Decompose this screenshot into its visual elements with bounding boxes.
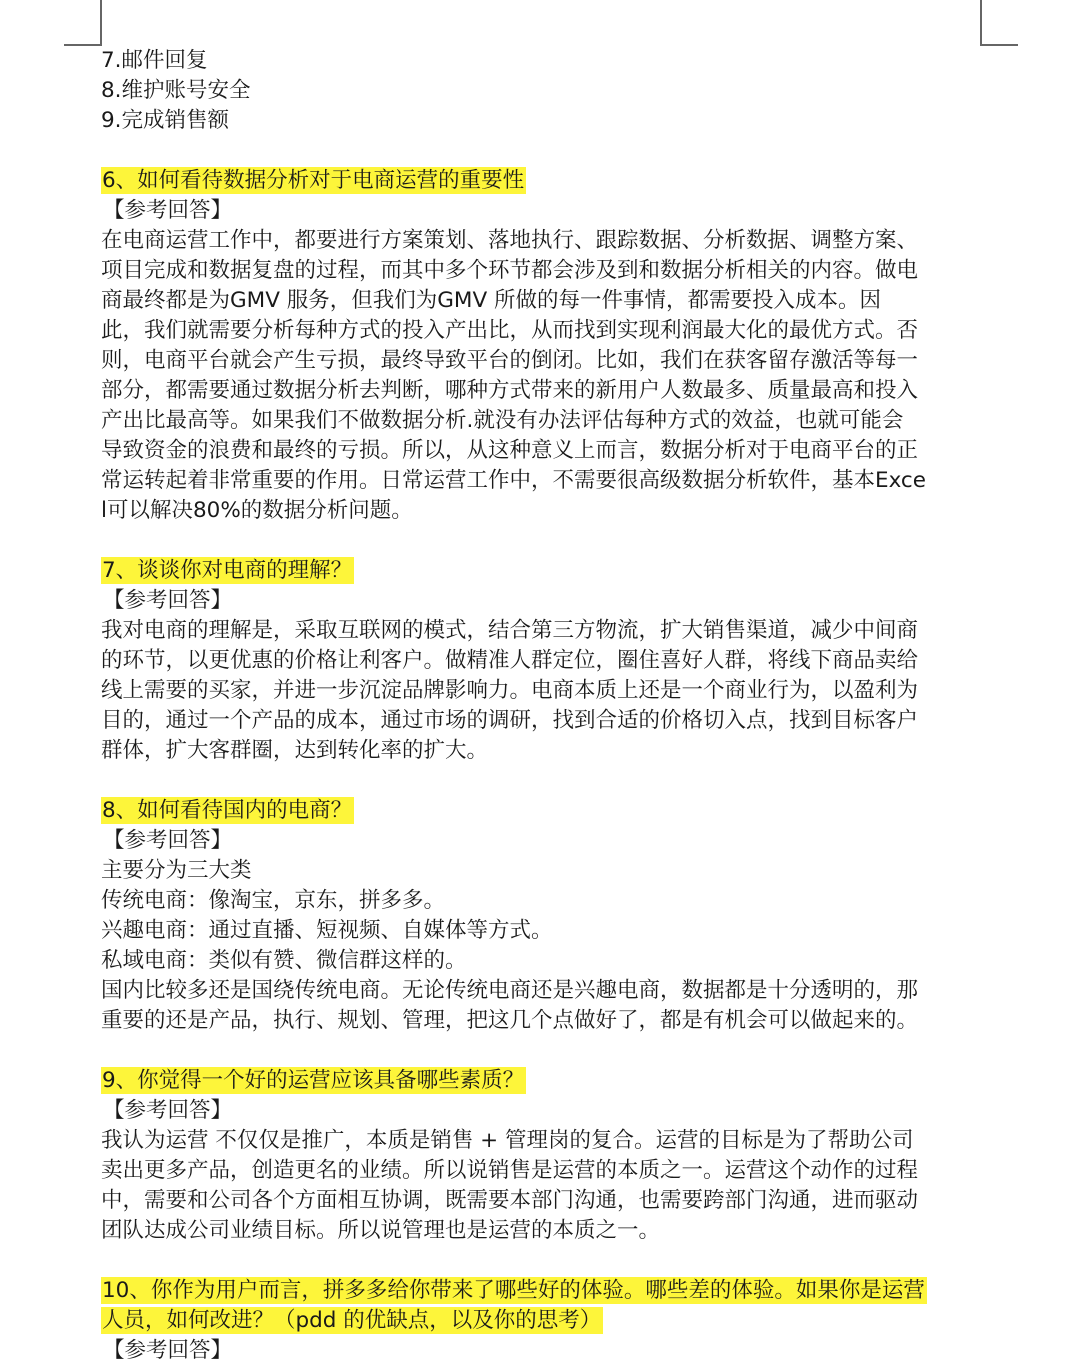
answer-line: 中，需要和公司各个方面相互协调，既需要本部门沟通，也需要跨部门沟通，进而驱动 (101, 1188, 919, 1213)
reference-answer-label: 【参考回答】 (103, 198, 233, 223)
top-list (101, 46, 981, 136)
answer-line: 团队达成公司业绩目标。所以说管理也是运营的本质之一。 (101, 1218, 661, 1243)
reference-answer-label: 【参考回答】 (103, 588, 233, 613)
section-q7 (101, 556, 981, 766)
answer-line: 的环节，以更优惠的价格让利客户。做精准人群定位，圈住喜好人群，将线下商品卖给 (101, 648, 919, 673)
section-q10 (101, 1276, 981, 1366)
answer-line: 在电商运营工作中，都要进行方案策划、落地执行、跟踪数据、分析数据、调整方案、 (101, 228, 919, 253)
reference-answer-label: 【参考回答】 (103, 828, 233, 853)
answer-line: 导致资金的浪费和最终的亏损。所以，从这种意义上而言，数据分析对于电商平台的正 (101, 438, 919, 463)
answer-line: 私域电商：类似有赞、微信群这样的。 (101, 948, 467, 973)
answer-line: 部分，都需要通过数据分析去判断，哪种方式带来的新用户人数最多、质量最高和投入 (101, 378, 919, 403)
answer-line: 重要的还是产品，执行、规划、管理，把这几个点做好了，都是有机会可以做起来的。 (101, 1008, 919, 1033)
answer-line: 商最终都是为GMV 服务，但我们为GMV 所做的每一件事情，都需要投入成本。因 (101, 288, 882, 313)
answer-line: 线上需要的买家，并进一步沉淀品牌影响力。电商本质上还是一个商业行为，以盈利为 (101, 678, 919, 703)
section-q6 (101, 166, 981, 526)
answer-line: 常运转起着非常重要的作用。日常运营工作中，不需要很高级数据分析软件，基本Exce (101, 468, 926, 493)
answer-line: l可以解决80%的数据分析问题。 (101, 498, 413, 523)
list-item: 9.完成销售额 (101, 108, 230, 133)
section-q8 (101, 796, 981, 1036)
question-heading: 6、如何看待数据分析对于电商运营的重要性 (102, 168, 525, 193)
answer-line: 项目完成和数据复盘的过程，而其中多个环节都会涉及到和数据分析相关的内容。做电 (101, 258, 919, 283)
section-q9 (101, 1066, 981, 1246)
answer-line: 主要分为三大类 (101, 858, 252, 883)
page-corner-mark-left (64, 0, 102, 46)
answer-line: 产出比最高等。如果我们不做数据分析.就没有办法评估每种方式的效益，也就可能会 (101, 408, 904, 433)
answer-line: 此，我们就需要分析每种方式的投入产出比，从而找到实现利润最大化的最优方式。否 (101, 318, 919, 343)
list-item: 7.邮件回复 (101, 48, 208, 73)
list-item: 8.维护账号安全 (101, 78, 251, 103)
document-body (101, 46, 981, 1366)
reference-answer-label: 【参考回答】 (103, 1338, 233, 1363)
answer-line: 我对电商的理解是，采取互联网的模式，结合第三方物流，扩大销售渠道，减少中间商 (101, 618, 919, 643)
answer-line: 则，电商平台就会产生亏损，最终导致平台的倒闭。比如，我们在获客留存激活等每一 (101, 348, 919, 373)
question-heading-continued: 人员，如何改进？（pdd 的优缺点，以及你的思考） (102, 1308, 602, 1333)
question-heading: 10、你作为用户而言，拼多多给你带来了哪些好的体验。哪些差的体验。如果你是运营 (102, 1278, 925, 1303)
answer-line: 国内比较多还是国绕传统电商。无论传统电商还是兴趣电商，数据都是十分透明的，那 (101, 978, 919, 1003)
question-heading: 8、如何看待国内的电商？ (102, 798, 353, 823)
reference-answer-label: 【参考回答】 (103, 1098, 233, 1123)
answer-line: 传统电商：像淘宝，京东，拼多多。 (101, 888, 446, 913)
answer-line: 目的，通过一个产品的成本，通过市场的调研，找到合适的价格切入点，找到目标客户 (101, 708, 919, 733)
answer-line: 我认为运营 不仅仅是推广，本质是销售 + 管理岗的复合。运营的目标是为了帮助公司 (101, 1128, 914, 1153)
question-heading: 9、你觉得一个好的运营应该具备哪些素质？ (102, 1068, 525, 1093)
question-heading: 7、谈谈你对电商的理解？ (102, 558, 353, 583)
answer-line: 群体，扩大客群圈，达到转化率的扩大。 (101, 738, 489, 763)
answer-line: 兴趣电商：通过直播、短视频、自媒体等方式。 (101, 918, 553, 943)
answer-line: 卖出更多产品，创造更名的业绩。所以说销售是运营的本质之一。运营这个动作的过程 (101, 1158, 919, 1183)
page-corner-mark-right (980, 0, 1018, 46)
